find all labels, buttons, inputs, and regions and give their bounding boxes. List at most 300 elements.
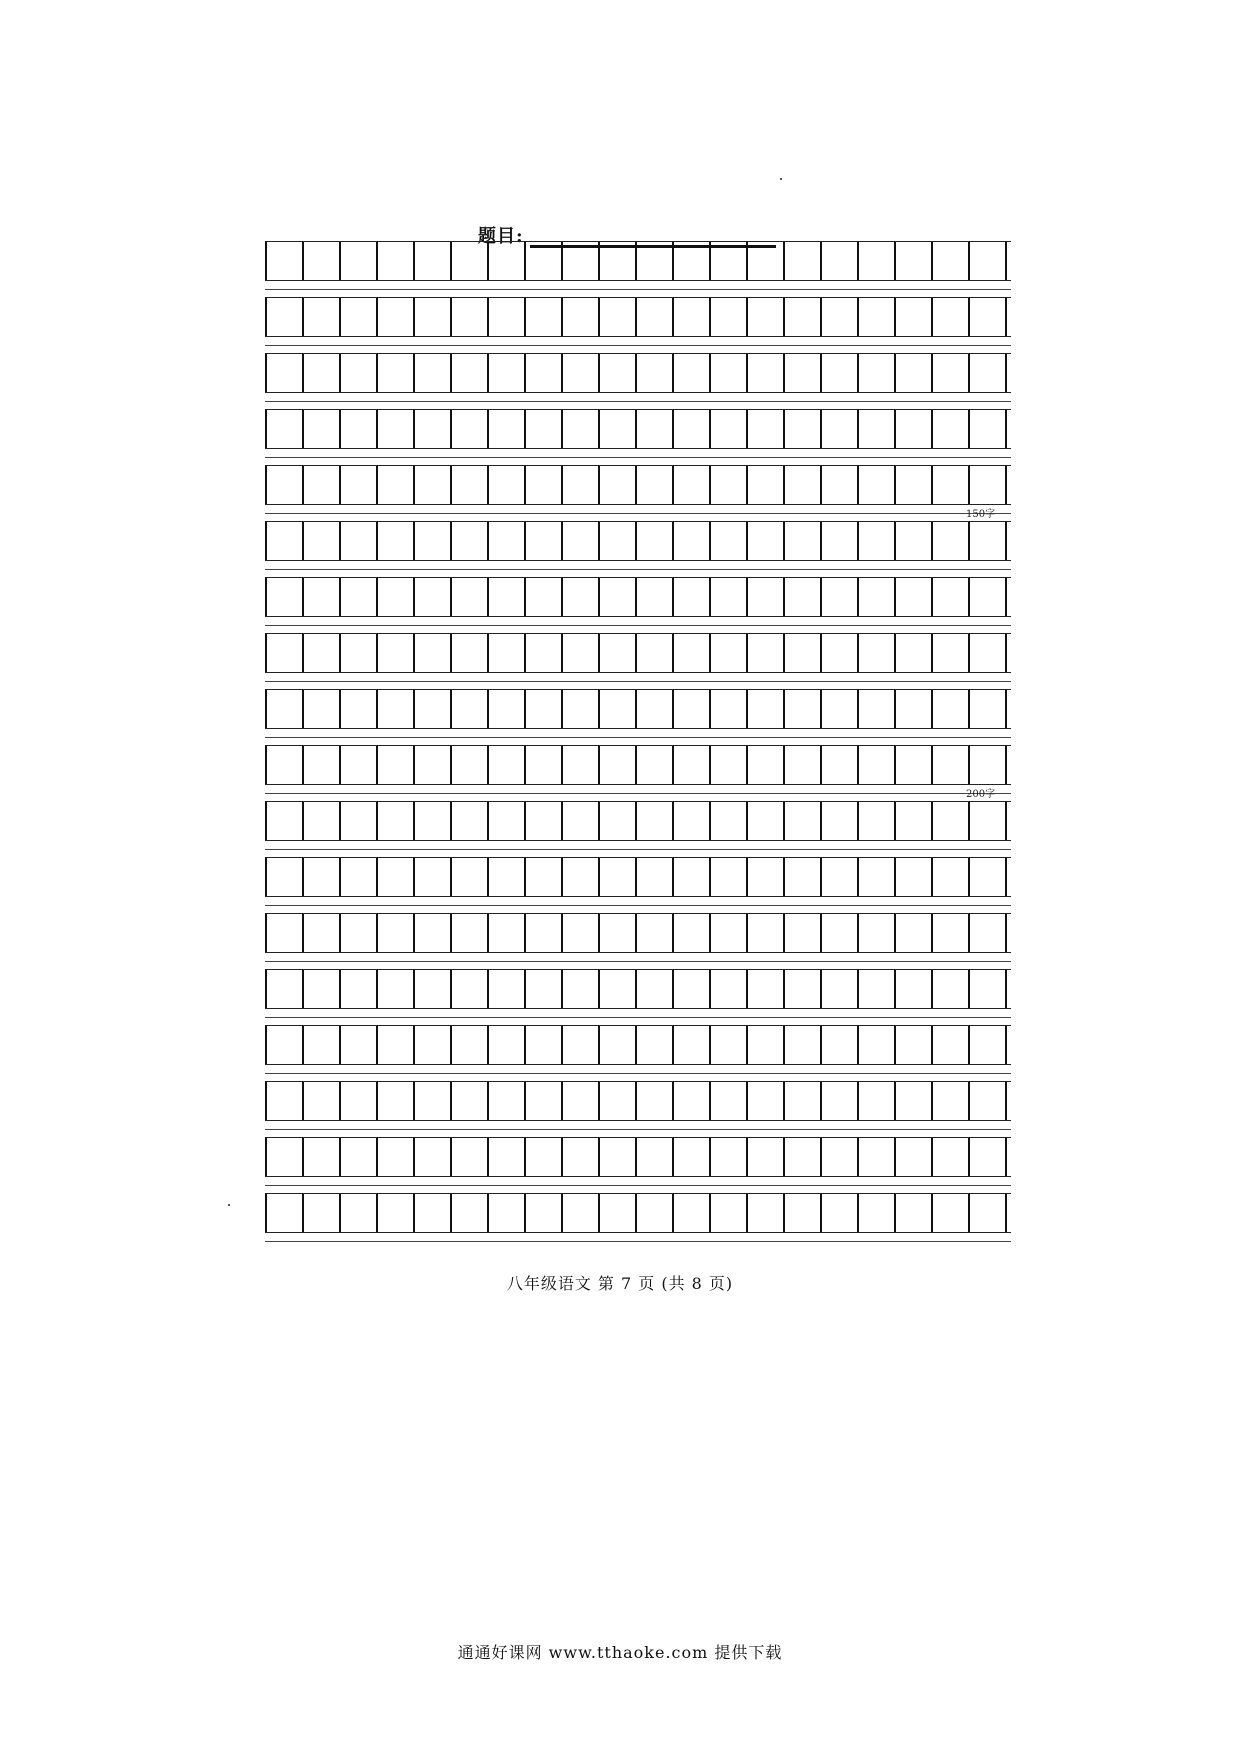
grid-cell[interactable] bbox=[302, 1194, 339, 1232]
grid-cell[interactable] bbox=[820, 354, 857, 392]
grid-cell[interactable] bbox=[746, 354, 783, 392]
grid-cell[interactable] bbox=[450, 466, 487, 504]
grid-cell[interactable] bbox=[894, 578, 931, 616]
grid-cell[interactable] bbox=[1005, 1026, 1042, 1064]
grid-cell[interactable] bbox=[1005, 634, 1042, 672]
grid-cell[interactable] bbox=[413, 746, 450, 784]
grid-cell[interactable] bbox=[487, 466, 524, 504]
grid-cell[interactable] bbox=[487, 690, 524, 728]
grid-cell[interactable] bbox=[857, 634, 894, 672]
grid-cell[interactable] bbox=[487, 354, 524, 392]
grid-cell[interactable] bbox=[339, 858, 376, 896]
grid-cell[interactable] bbox=[672, 522, 709, 560]
grid-cell[interactable] bbox=[450, 298, 487, 336]
grid-cell[interactable] bbox=[672, 242, 709, 280]
grid-cell[interactable] bbox=[894, 802, 931, 840]
grid-cell[interactable] bbox=[820, 970, 857, 1008]
grid-cell[interactable] bbox=[968, 242, 1005, 280]
grid-cell[interactable] bbox=[635, 970, 672, 1008]
grid-cell[interactable] bbox=[968, 634, 1005, 672]
grid-cell[interactable] bbox=[265, 410, 302, 448]
grid-cell[interactable] bbox=[931, 690, 968, 728]
grid-cell[interactable] bbox=[302, 914, 339, 952]
grid-cell[interactable] bbox=[931, 802, 968, 840]
grid-cell[interactable] bbox=[598, 970, 635, 1008]
grid-cell[interactable] bbox=[857, 522, 894, 560]
grid-cell[interactable] bbox=[1005, 914, 1042, 952]
grid-cell[interactable] bbox=[672, 858, 709, 896]
grid-cell[interactable] bbox=[561, 914, 598, 952]
grid-cell[interactable] bbox=[894, 410, 931, 448]
grid-cell[interactable] bbox=[820, 746, 857, 784]
grid-cell[interactable] bbox=[857, 410, 894, 448]
grid-cell[interactable] bbox=[635, 690, 672, 728]
grid-cell[interactable] bbox=[1005, 1194, 1042, 1232]
grid-cell[interactable] bbox=[561, 1082, 598, 1120]
grid-cell[interactable] bbox=[339, 466, 376, 504]
grid-cell[interactable] bbox=[783, 634, 820, 672]
grid-cell[interactable] bbox=[1005, 354, 1042, 392]
grid-cell[interactable] bbox=[672, 802, 709, 840]
grid-cell[interactable] bbox=[746, 522, 783, 560]
grid-cell[interactable] bbox=[1005, 1138, 1042, 1176]
grid-cell[interactable] bbox=[820, 1082, 857, 1120]
grid-cell[interactable] bbox=[968, 690, 1005, 728]
grid-cell[interactable] bbox=[376, 858, 413, 896]
grid-cell[interactable] bbox=[487, 1138, 524, 1176]
grid-cell[interactable] bbox=[487, 522, 524, 560]
grid-cell[interactable] bbox=[931, 522, 968, 560]
grid-cell[interactable] bbox=[857, 970, 894, 1008]
grid-cell[interactable] bbox=[931, 1026, 968, 1064]
grid-cell[interactable] bbox=[820, 466, 857, 504]
grid-cell[interactable] bbox=[635, 1082, 672, 1120]
grid-cell[interactable] bbox=[376, 970, 413, 1008]
grid-cell[interactable] bbox=[413, 1026, 450, 1064]
grid-cell[interactable] bbox=[783, 914, 820, 952]
grid-cell[interactable] bbox=[931, 634, 968, 672]
grid-cell[interactable] bbox=[672, 1194, 709, 1232]
grid-cell[interactable] bbox=[450, 242, 487, 280]
grid-cell[interactable] bbox=[820, 1138, 857, 1176]
grid-cell[interactable] bbox=[1005, 1082, 1042, 1120]
grid-cell[interactable] bbox=[598, 578, 635, 616]
grid-cell[interactable] bbox=[487, 298, 524, 336]
grid-cell[interactable] bbox=[450, 354, 487, 392]
grid-cell[interactable] bbox=[635, 1026, 672, 1064]
grid-cell[interactable] bbox=[487, 242, 524, 280]
grid-cell[interactable] bbox=[450, 802, 487, 840]
grid-cell[interactable] bbox=[524, 914, 561, 952]
grid-cell[interactable] bbox=[487, 802, 524, 840]
grid-cell[interactable] bbox=[968, 1194, 1005, 1232]
grid-cell[interactable] bbox=[561, 410, 598, 448]
grid-cell[interactable] bbox=[783, 858, 820, 896]
grid-cell[interactable] bbox=[783, 466, 820, 504]
grid-cell[interactable] bbox=[894, 914, 931, 952]
grid-cell[interactable] bbox=[709, 1026, 746, 1064]
grid-cell[interactable] bbox=[857, 578, 894, 616]
grid-cell[interactable] bbox=[820, 1026, 857, 1064]
grid-cell[interactable] bbox=[746, 466, 783, 504]
grid-cell[interactable] bbox=[820, 522, 857, 560]
grid-cell[interactable] bbox=[635, 1194, 672, 1232]
grid-cell[interactable] bbox=[968, 466, 1005, 504]
grid-cell[interactable] bbox=[709, 914, 746, 952]
grid-cell[interactable] bbox=[1005, 242, 1042, 280]
grid-cell[interactable] bbox=[450, 746, 487, 784]
grid-cell[interactable] bbox=[339, 634, 376, 672]
grid-cell[interactable] bbox=[894, 634, 931, 672]
grid-cell[interactable] bbox=[746, 242, 783, 280]
grid-cell[interactable] bbox=[561, 1026, 598, 1064]
grid-cell[interactable] bbox=[413, 690, 450, 728]
grid-cell[interactable] bbox=[894, 522, 931, 560]
grid-cell[interactable] bbox=[672, 1082, 709, 1120]
grid-cell[interactable] bbox=[931, 578, 968, 616]
grid-cell[interactable] bbox=[524, 1194, 561, 1232]
grid-cell[interactable] bbox=[931, 298, 968, 336]
grid-cell[interactable] bbox=[376, 802, 413, 840]
grid-cell[interactable] bbox=[894, 298, 931, 336]
grid-cell[interactable] bbox=[968, 1026, 1005, 1064]
grid-cell[interactable] bbox=[450, 634, 487, 672]
grid-cell[interactable] bbox=[968, 970, 1005, 1008]
grid-cell[interactable] bbox=[487, 914, 524, 952]
grid-cell[interactable] bbox=[413, 858, 450, 896]
grid-cell[interactable] bbox=[450, 858, 487, 896]
grid-cell[interactable] bbox=[968, 746, 1005, 784]
grid-cell[interactable] bbox=[376, 1082, 413, 1120]
grid-cell[interactable] bbox=[746, 410, 783, 448]
grid-cell[interactable] bbox=[894, 354, 931, 392]
grid-cell[interactable] bbox=[1005, 410, 1042, 448]
grid-cell[interactable] bbox=[709, 1082, 746, 1120]
grid-cell[interactable] bbox=[672, 1138, 709, 1176]
grid-cell[interactable] bbox=[857, 466, 894, 504]
grid-cell[interactable] bbox=[302, 970, 339, 1008]
grid-cell[interactable] bbox=[561, 690, 598, 728]
grid-cell[interactable] bbox=[1005, 858, 1042, 896]
grid-cell[interactable] bbox=[783, 1026, 820, 1064]
grid-cell[interactable] bbox=[450, 410, 487, 448]
grid-cell[interactable] bbox=[339, 746, 376, 784]
grid-cell[interactable] bbox=[635, 522, 672, 560]
grid-cell[interactable] bbox=[561, 1194, 598, 1232]
grid-cell[interactable] bbox=[413, 298, 450, 336]
grid-cell[interactable] bbox=[450, 578, 487, 616]
grid-cell[interactable] bbox=[1005, 466, 1042, 504]
grid-cell[interactable] bbox=[265, 1194, 302, 1232]
grid-cell[interactable] bbox=[894, 970, 931, 1008]
grid-cell[interactable] bbox=[450, 690, 487, 728]
grid-cell[interactable] bbox=[1005, 970, 1042, 1008]
grid-cell[interactable] bbox=[968, 802, 1005, 840]
grid-cell[interactable] bbox=[265, 914, 302, 952]
grid-cell[interactable] bbox=[487, 578, 524, 616]
grid-cell[interactable] bbox=[302, 858, 339, 896]
grid-cell[interactable] bbox=[524, 298, 561, 336]
grid-cell[interactable] bbox=[524, 970, 561, 1008]
grid-cell[interactable] bbox=[857, 1194, 894, 1232]
grid-cell[interactable] bbox=[376, 242, 413, 280]
grid-cell[interactable] bbox=[413, 354, 450, 392]
grid-cell[interactable] bbox=[524, 690, 561, 728]
grid-cell[interactable] bbox=[635, 1138, 672, 1176]
grid-cell[interactable] bbox=[598, 1194, 635, 1232]
grid-cell[interactable] bbox=[931, 410, 968, 448]
grid-cell[interactable] bbox=[524, 522, 561, 560]
grid-cell[interactable] bbox=[746, 1026, 783, 1064]
grid-cell[interactable] bbox=[265, 858, 302, 896]
grid-cell[interactable] bbox=[265, 578, 302, 616]
grid-cell[interactable] bbox=[672, 970, 709, 1008]
grid-cell[interactable] bbox=[339, 298, 376, 336]
grid-cell[interactable] bbox=[376, 1026, 413, 1064]
grid-cell[interactable] bbox=[672, 410, 709, 448]
grid-cell[interactable] bbox=[339, 354, 376, 392]
grid-cell[interactable] bbox=[857, 298, 894, 336]
grid-cell[interactable] bbox=[746, 802, 783, 840]
grid-cell[interactable] bbox=[709, 354, 746, 392]
grid-cell[interactable] bbox=[339, 1138, 376, 1176]
grid-cell[interactable] bbox=[302, 410, 339, 448]
grid-cell[interactable] bbox=[746, 690, 783, 728]
grid-cell[interactable] bbox=[339, 578, 376, 616]
grid-cell[interactable] bbox=[413, 1082, 450, 1120]
grid-cell[interactable] bbox=[561, 578, 598, 616]
grid-cell[interactable] bbox=[894, 466, 931, 504]
grid-cell[interactable] bbox=[413, 522, 450, 560]
grid-cell[interactable] bbox=[968, 298, 1005, 336]
grid-cell[interactable] bbox=[820, 634, 857, 672]
grid-cell[interactable] bbox=[265, 802, 302, 840]
grid-cell[interactable] bbox=[635, 634, 672, 672]
grid-cell[interactable] bbox=[635, 578, 672, 616]
grid-cell[interactable] bbox=[931, 354, 968, 392]
grid-cell[interactable] bbox=[857, 690, 894, 728]
grid-cell[interactable] bbox=[746, 1194, 783, 1232]
grid-cell[interactable] bbox=[635, 746, 672, 784]
grid-cell[interactable] bbox=[672, 466, 709, 504]
grid-cell[interactable] bbox=[783, 1082, 820, 1120]
grid-cell[interactable] bbox=[783, 410, 820, 448]
grid-cell[interactable] bbox=[265, 1082, 302, 1120]
grid-cell[interactable] bbox=[561, 466, 598, 504]
grid-cell[interactable] bbox=[894, 242, 931, 280]
grid-cell[interactable] bbox=[635, 802, 672, 840]
grid-cell[interactable] bbox=[413, 970, 450, 1008]
grid-cell[interactable] bbox=[709, 746, 746, 784]
grid-cell[interactable] bbox=[783, 746, 820, 784]
grid-cell[interactable] bbox=[931, 746, 968, 784]
grid-cell[interactable] bbox=[672, 1026, 709, 1064]
grid-cell[interactable] bbox=[820, 802, 857, 840]
grid-cell[interactable] bbox=[598, 410, 635, 448]
grid-cell[interactable] bbox=[709, 242, 746, 280]
grid-cell[interactable] bbox=[376, 1138, 413, 1176]
grid-cell[interactable] bbox=[746, 914, 783, 952]
grid-cell[interactable] bbox=[487, 634, 524, 672]
grid-cell[interactable] bbox=[561, 354, 598, 392]
grid-cell[interactable] bbox=[302, 298, 339, 336]
grid-cell[interactable] bbox=[339, 1026, 376, 1064]
grid-cell[interactable] bbox=[561, 802, 598, 840]
grid-cell[interactable] bbox=[672, 578, 709, 616]
grid-cell[interactable] bbox=[820, 242, 857, 280]
grid-cell[interactable] bbox=[265, 1138, 302, 1176]
grid-cell[interactable] bbox=[857, 746, 894, 784]
grid-cell[interactable] bbox=[709, 466, 746, 504]
grid-cell[interactable] bbox=[561, 970, 598, 1008]
grid-cell[interactable] bbox=[302, 578, 339, 616]
grid-cell[interactable] bbox=[820, 690, 857, 728]
grid-cell[interactable] bbox=[265, 746, 302, 784]
grid-cell[interactable] bbox=[339, 410, 376, 448]
grid-cell[interactable] bbox=[413, 410, 450, 448]
grid-cell[interactable] bbox=[376, 466, 413, 504]
grid-cell[interactable] bbox=[598, 522, 635, 560]
grid-cell[interactable] bbox=[524, 1138, 561, 1176]
grid-cell[interactable] bbox=[931, 1138, 968, 1176]
grid-cell[interactable] bbox=[820, 858, 857, 896]
grid-cell[interactable] bbox=[894, 1026, 931, 1064]
grid-cell[interactable] bbox=[709, 578, 746, 616]
grid-cell[interactable] bbox=[672, 298, 709, 336]
grid-cell[interactable] bbox=[598, 634, 635, 672]
grid-cell[interactable] bbox=[1005, 298, 1042, 336]
grid-cell[interactable] bbox=[709, 802, 746, 840]
grid-cell[interactable] bbox=[746, 858, 783, 896]
grid-cell[interactable] bbox=[339, 970, 376, 1008]
grid-cell[interactable] bbox=[598, 802, 635, 840]
grid-cell[interactable] bbox=[598, 1082, 635, 1120]
grid-cell[interactable] bbox=[561, 522, 598, 560]
grid-cell[interactable] bbox=[931, 466, 968, 504]
grid-cell[interactable] bbox=[894, 746, 931, 784]
grid-cell[interactable] bbox=[413, 634, 450, 672]
grid-cell[interactable] bbox=[635, 914, 672, 952]
grid-cell[interactable] bbox=[709, 690, 746, 728]
grid-cell[interactable] bbox=[376, 1194, 413, 1232]
grid-cell[interactable] bbox=[968, 578, 1005, 616]
grid-cell[interactable] bbox=[709, 634, 746, 672]
grid-cell[interactable] bbox=[524, 1026, 561, 1064]
grid-cell[interactable] bbox=[598, 914, 635, 952]
grid-cell[interactable] bbox=[857, 1026, 894, 1064]
grid-cell[interactable] bbox=[376, 410, 413, 448]
grid-cell[interactable] bbox=[487, 1082, 524, 1120]
grid-cell[interactable] bbox=[709, 1194, 746, 1232]
grid-cell[interactable] bbox=[598, 858, 635, 896]
grid-cell[interactable] bbox=[302, 634, 339, 672]
grid-cell[interactable] bbox=[968, 522, 1005, 560]
grid-cell[interactable] bbox=[302, 354, 339, 392]
grid-cell[interactable] bbox=[487, 858, 524, 896]
grid-cell[interactable] bbox=[709, 522, 746, 560]
grid-cell[interactable] bbox=[1005, 522, 1042, 560]
grid-cell[interactable] bbox=[746, 298, 783, 336]
grid-cell[interactable] bbox=[857, 914, 894, 952]
grid-cell[interactable] bbox=[561, 858, 598, 896]
grid-cell[interactable] bbox=[1005, 578, 1042, 616]
grid-cell[interactable] bbox=[709, 298, 746, 336]
grid-cell[interactable] bbox=[783, 298, 820, 336]
grid-cell[interactable] bbox=[968, 914, 1005, 952]
grid-cell[interactable] bbox=[450, 1026, 487, 1064]
grid-cell[interactable] bbox=[302, 690, 339, 728]
grid-cell[interactable] bbox=[968, 1138, 1005, 1176]
grid-cell[interactable] bbox=[302, 242, 339, 280]
grid-cell[interactable] bbox=[783, 354, 820, 392]
grid-cell[interactable] bbox=[524, 242, 561, 280]
grid-cell[interactable] bbox=[450, 1138, 487, 1176]
grid-cell[interactable] bbox=[709, 410, 746, 448]
grid-cell[interactable] bbox=[376, 914, 413, 952]
grid-cell[interactable] bbox=[783, 802, 820, 840]
grid-cell[interactable] bbox=[524, 858, 561, 896]
grid-cell[interactable] bbox=[265, 690, 302, 728]
grid-cell[interactable] bbox=[376, 578, 413, 616]
grid-cell[interactable] bbox=[746, 970, 783, 1008]
grid-cell[interactable] bbox=[894, 858, 931, 896]
grid-cell[interactable] bbox=[635, 242, 672, 280]
grid-cell[interactable] bbox=[487, 1194, 524, 1232]
grid-cell[interactable] bbox=[376, 522, 413, 560]
grid-cell[interactable] bbox=[672, 914, 709, 952]
grid-cell[interactable] bbox=[820, 914, 857, 952]
grid-cell[interactable] bbox=[894, 690, 931, 728]
grid-cell[interactable] bbox=[339, 522, 376, 560]
grid-cell[interactable] bbox=[857, 802, 894, 840]
grid-cell[interactable] bbox=[265, 522, 302, 560]
grid-cell[interactable] bbox=[783, 690, 820, 728]
grid-cell[interactable] bbox=[302, 746, 339, 784]
grid-cell[interactable] bbox=[561, 746, 598, 784]
grid-cell[interactable] bbox=[598, 690, 635, 728]
grid-cell[interactable] bbox=[746, 1138, 783, 1176]
grid-cell[interactable] bbox=[413, 242, 450, 280]
grid-cell[interactable] bbox=[598, 354, 635, 392]
grid-cell[interactable] bbox=[931, 1194, 968, 1232]
grid-cell[interactable] bbox=[413, 1194, 450, 1232]
grid-cell[interactable] bbox=[561, 242, 598, 280]
grid-cell[interactable] bbox=[265, 634, 302, 672]
grid-cell[interactable] bbox=[524, 1082, 561, 1120]
grid-cell[interactable] bbox=[376, 634, 413, 672]
grid-cell[interactable] bbox=[302, 522, 339, 560]
grid-cell[interactable] bbox=[339, 802, 376, 840]
grid-cell[interactable] bbox=[561, 1138, 598, 1176]
grid-cell[interactable] bbox=[265, 970, 302, 1008]
grid-cell[interactable] bbox=[783, 1138, 820, 1176]
grid-cell[interactable] bbox=[487, 746, 524, 784]
grid-cell[interactable] bbox=[857, 1082, 894, 1120]
grid-cell[interactable] bbox=[450, 914, 487, 952]
grid-cell[interactable] bbox=[487, 970, 524, 1008]
grid-cell[interactable] bbox=[487, 410, 524, 448]
grid-cell[interactable] bbox=[931, 242, 968, 280]
grid-cell[interactable] bbox=[783, 970, 820, 1008]
grid-cell[interactable] bbox=[598, 1138, 635, 1176]
grid-cell[interactable] bbox=[635, 858, 672, 896]
grid-cell[interactable] bbox=[746, 1082, 783, 1120]
grid-cell[interactable] bbox=[783, 578, 820, 616]
grid-cell[interactable] bbox=[635, 298, 672, 336]
grid-cell[interactable] bbox=[265, 354, 302, 392]
grid-cell[interactable] bbox=[857, 858, 894, 896]
grid-cell[interactable] bbox=[450, 1194, 487, 1232]
